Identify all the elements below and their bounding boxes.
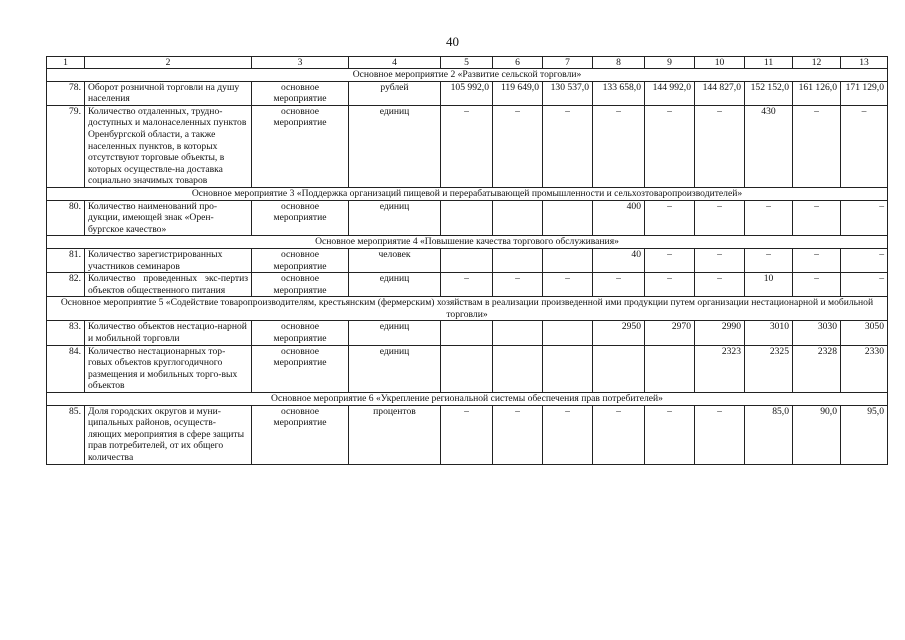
unit: процентов: [349, 405, 441, 464]
value-cell: [441, 321, 493, 345]
value-cell: –: [793, 200, 841, 236]
value-cell: 2950: [593, 321, 645, 345]
value-cell: –: [493, 405, 543, 464]
value-cell: [645, 345, 695, 392]
column-header: 1: [47, 57, 85, 69]
value-cell: –: [645, 405, 695, 464]
section-title: Основное мероприятие 2 «Развитие сельской торговли»: [47, 69, 888, 82]
row-number: 82.: [47, 273, 85, 297]
unit: единиц: [349, 321, 441, 345]
column-header: 2: [85, 57, 252, 69]
value-cell: –: [593, 105, 645, 187]
section-row: [47, 393, 888, 406]
value-cell: 2325: [745, 345, 793, 392]
indicator-type: основное мероприятие: [252, 273, 349, 297]
table-row: [47, 405, 888, 464]
value-cell: –: [793, 273, 841, 297]
column-header: 7: [543, 57, 593, 69]
indicator-type: основное мероприятие: [252, 81, 349, 105]
value-cell: –: [441, 405, 493, 464]
value-cell: –: [695, 273, 745, 297]
value-cell: 400: [593, 200, 645, 236]
value-cell: [543, 248, 593, 272]
column-numbers-row: [47, 57, 888, 69]
value-cell: 152 152,0: [745, 81, 793, 105]
value-cell: –: [841, 273, 888, 297]
unit: единиц: [349, 345, 441, 392]
value-cell: –: [695, 248, 745, 272]
indicator-name: Количество отдаленных, трудно-доступных и малонаселенных пунктов Оренбургской области, а также населенных пунктов, в которых отсутствуют торговые объекты, в которых осуществле-на доставка социально значимых товаров: [85, 105, 252, 187]
value-cell: –: [793, 248, 841, 272]
column-header: 11: [745, 57, 793, 69]
table-row: [47, 200, 888, 236]
value-cell: [543, 200, 593, 236]
value-cell: 3010: [745, 321, 793, 345]
section-title: Основное мероприятие 4 «Повышение качества торгового обслуживания»: [47, 236, 888, 249]
value-cell: [493, 248, 543, 272]
indicator-type: основное мероприятие: [252, 200, 349, 236]
value-cell: 171 129,0: [841, 81, 888, 105]
value-cell: [441, 248, 493, 272]
indicator-name: Количество зарегистрированных участников семинаров: [85, 248, 252, 272]
value-cell: 2990: [695, 321, 745, 345]
indicator-name: Количество нестационарных тор-говых объектов круглогодичного размещения и мобильных торго-вых объектов: [85, 345, 252, 392]
value-cell: –: [745, 248, 793, 272]
section-title: Основное мероприятие 6 «Укрепление региональной системы обеспечения прав потребителей»: [47, 393, 888, 406]
column-header: 10: [695, 57, 745, 69]
value-cell: [441, 200, 493, 236]
value-cell: –: [441, 273, 493, 297]
value-cell: 85,0: [745, 405, 793, 464]
table-row: [47, 81, 888, 105]
column-header: 5: [441, 57, 493, 69]
value-cell: –: [493, 105, 543, 187]
value-cell: 95,0: [841, 405, 888, 464]
value-cell: –: [441, 105, 493, 187]
value-cell: 2323: [695, 345, 745, 392]
value-cell: –: [543, 273, 593, 297]
column-header: 9: [645, 57, 695, 69]
column-header: 6: [493, 57, 543, 69]
value-cell: 2330: [841, 345, 888, 392]
section-row: [47, 69, 888, 82]
value-cell: –: [645, 273, 695, 297]
value-cell: –: [645, 200, 695, 236]
unit: единиц: [349, 200, 441, 236]
value-cell: –: [745, 200, 793, 236]
indicator-type: основное мероприятие: [252, 248, 349, 272]
value-cell: –: [841, 248, 888, 272]
row-number: 81.: [47, 248, 85, 272]
indicator-type: основное мероприятие: [252, 345, 349, 392]
row-number: 84.: [47, 345, 85, 392]
value-cell: [543, 321, 593, 345]
section-row: [47, 297, 888, 321]
value-cell: –: [841, 200, 888, 236]
value-cell: –: [841, 105, 888, 187]
page-number: 40: [446, 34, 459, 49]
row-number: 85.: [47, 405, 85, 464]
table-row: [47, 321, 888, 345]
value-cell: [493, 200, 543, 236]
value-cell: 130 537,0: [543, 81, 593, 105]
value-cell: 40: [593, 248, 645, 272]
indicator-name: Количество объектов нестацио-нарной и мобильной торговли: [85, 321, 252, 345]
value-cell: –: [543, 405, 593, 464]
row-number: 78.: [47, 81, 85, 105]
table-row: [47, 345, 888, 392]
value-cell: –: [793, 105, 841, 187]
unit: рублей: [349, 81, 441, 105]
value-cell: [543, 345, 593, 392]
row-number: 79.: [47, 105, 85, 187]
table-row: [47, 105, 888, 187]
value-cell: 2328: [793, 345, 841, 392]
table-row: [47, 273, 888, 297]
unit: единиц: [349, 273, 441, 297]
value-cell: 144 992,0: [645, 81, 695, 105]
value-cell: –: [695, 105, 745, 187]
value-cell: [441, 345, 493, 392]
row-number: 80.: [47, 200, 85, 236]
value-cell: –: [645, 105, 695, 187]
value-cell: –: [593, 273, 645, 297]
row-number: 83.: [47, 321, 85, 345]
indicator-name: Количество проведенных экс-пертиз объектов общественного питания: [85, 273, 252, 297]
value-cell: 119 649,0: [493, 81, 543, 105]
value-cell: [493, 345, 543, 392]
value-cell: –: [493, 273, 543, 297]
column-header: 8: [593, 57, 645, 69]
column-header: 12: [793, 57, 841, 69]
indicator-type: основное мероприятие: [252, 105, 349, 187]
indicator-name: Количество наименований про-дукции, имеющей знак «Орен-бургское качество»: [85, 200, 252, 236]
value-cell: 2970: [645, 321, 695, 345]
unit: единиц: [349, 105, 441, 187]
unit: человек: [349, 248, 441, 272]
section-title: Основное мероприятие 5 «Содействие товаропроизводителям, крестьянским (фермерским) хозяйствам в реализации произведенной ими продукции путем организации нестационарной и мобильной торговли»: [47, 297, 888, 321]
section-row: [47, 187, 888, 200]
value-cell: 3050: [841, 321, 888, 345]
table-row: [47, 248, 888, 272]
section-row: [47, 236, 888, 249]
indicators-table: [46, 56, 888, 465]
column-header: 3: [252, 57, 349, 69]
value-cell: 3030: [793, 321, 841, 345]
value-cell: 144 827,0: [695, 81, 745, 105]
column-header: 13: [841, 57, 888, 69]
value-cell: 10: [745, 273, 793, 297]
value-cell: –: [645, 248, 695, 272]
value-cell: 430: [745, 105, 793, 187]
value-cell: [593, 345, 645, 392]
value-cell: –: [543, 105, 593, 187]
value-cell: –: [593, 405, 645, 464]
value-cell: 105 992,0: [441, 81, 493, 105]
value-cell: –: [695, 200, 745, 236]
indicator-name: Доля городских округов и муни-ципальных районов, осуществ-ляющих мероприятия в сфере защиты прав потребителей, от их общего количества: [85, 405, 252, 464]
indicator-type: основное мероприятие: [252, 405, 349, 464]
column-header: 4: [349, 57, 441, 69]
section-title: Основное мероприятие 3 «Поддержка организаций пищевой и перерабатывающей промышленности и сельхозтоваропроизводителей»: [47, 187, 888, 200]
indicator-type: основное мероприятие: [252, 321, 349, 345]
value-cell: –: [695, 405, 745, 464]
value-cell: 90,0: [793, 405, 841, 464]
value-cell: [493, 321, 543, 345]
value-cell: 161 126,0: [793, 81, 841, 105]
value-cell: 133 658,0: [593, 81, 645, 105]
indicator-name: Оборот розничной торговли на душу населения: [85, 81, 252, 105]
